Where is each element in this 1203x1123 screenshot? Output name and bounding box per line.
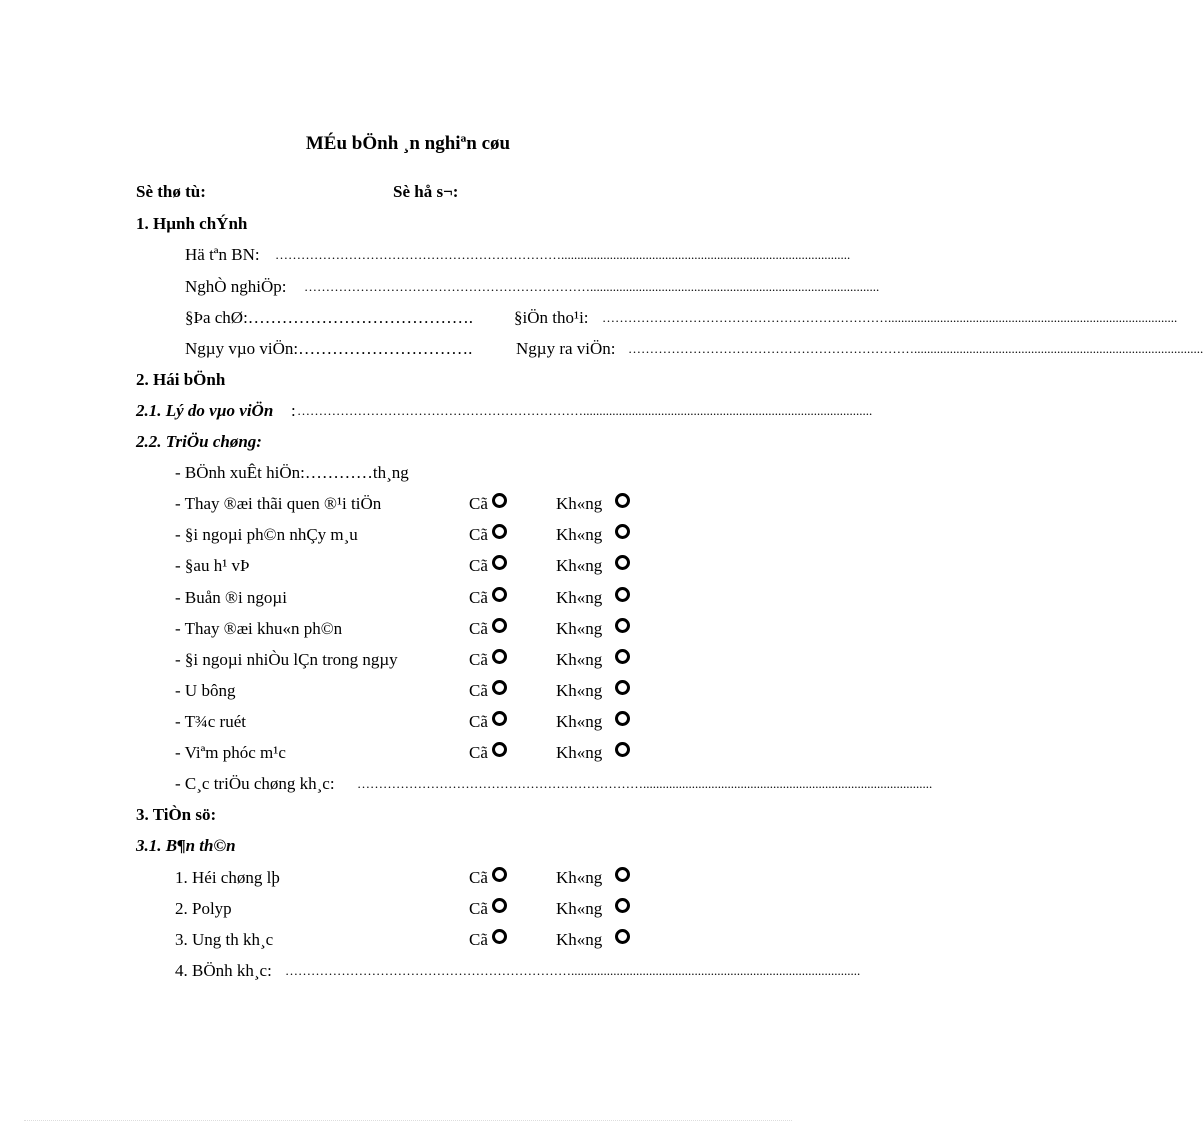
personal-history-heading: 3.1. B¶n th©n — [136, 836, 236, 855]
yes-label: Cã — [469, 743, 488, 762]
radio-circle-icon[interactable] — [492, 867, 507, 882]
symptom-label: - §au h¹ vÞ — [175, 556, 250, 575]
file-number-label: Sè hå s¬: — [393, 182, 459, 201]
symptom-label: - Buån ®i ngoµi — [175, 588, 287, 607]
yes-label: Cã — [469, 930, 488, 949]
yes-option[interactable] — [469, 554, 507, 578]
radio-circle-icon[interactable] — [492, 742, 507, 757]
history-item: 3. Ung th kh¸c — [175, 930, 274, 949]
no-label: Kh«ng — [556, 494, 603, 513]
yes-label: Cã — [469, 681, 488, 700]
section-2-heading: 2. Hái bÖnh — [136, 370, 226, 389]
radio-circle-icon[interactable] — [615, 742, 630, 757]
reason-heading: 2.1. Lý do vµo viÖn — [136, 401, 274, 420]
no-option[interactable] — [556, 897, 630, 921]
no-label: Kh«ng — [556, 899, 603, 918]
section-3-heading: 3. TiÒn sö: — [136, 805, 217, 824]
no-option[interactable] — [556, 710, 630, 734]
no-label: Kh«ng — [556, 868, 603, 887]
reason-colon: : — [291, 401, 296, 420]
yes-option[interactable] — [469, 586, 507, 610]
radio-circle-icon[interactable] — [615, 711, 630, 726]
yes-label: Cã — [469, 899, 488, 918]
no-option[interactable] — [556, 492, 630, 516]
no-option[interactable] — [556, 741, 630, 765]
radio-circle-icon[interactable] — [615, 524, 630, 539]
yes-label: Cã — [469, 868, 488, 887]
symptom-label: - Thay ®æi thãi quen ®¹i tiÖn — [175, 494, 382, 513]
job-field[interactable]: …………………………………………………………......................................................................................... — [304, 279, 880, 294]
yes-label: Cã — [469, 494, 488, 513]
yes-option[interactable] — [469, 710, 507, 734]
radio-circle-icon[interactable] — [492, 898, 507, 913]
radio-circle-icon[interactable] — [615, 493, 630, 508]
no-option[interactable] — [556, 648, 630, 672]
job-label: NghÒ nghiÖp: — [185, 277, 287, 296]
patient-name-field[interactable]: …………………………………………………………......................................................................................... — [275, 247, 851, 262]
radio-circle-icon[interactable] — [492, 587, 507, 602]
radio-circle-icon[interactable] — [615, 587, 630, 602]
no-option[interactable] — [556, 523, 630, 547]
other-symptoms-field[interactable]: …………………………………………………………......................................................................................... — [357, 776, 933, 791]
no-label: Kh«ng — [556, 930, 603, 949]
no-label: Kh«ng — [556, 556, 603, 575]
page-bottom-rule — [24, 1120, 792, 1121]
yes-label: Cã — [469, 619, 488, 638]
yes-option[interactable] — [469, 523, 507, 547]
radio-circle-icon[interactable] — [492, 524, 507, 539]
reason-field[interactable]: …………………………………………………………......................................................................................... — [297, 403, 873, 418]
symptom-label: - Viªm phóc m¹c — [175, 743, 286, 762]
phone-label: §iÖn tho¹i: — [514, 308, 589, 327]
yes-option[interactable] — [469, 648, 507, 672]
yes-option[interactable] — [469, 741, 507, 765]
yes-label: Cã — [469, 588, 488, 607]
phone-field[interactable]: …………………………………………………………......................................................................................... — [602, 310, 1178, 325]
address-label: §Þa chØ:…………………………………. — [185, 308, 474, 327]
yes-option[interactable] — [469, 492, 507, 516]
discharge-date-label: Ngµy ra viÖn: — [516, 339, 616, 358]
radio-circle-icon[interactable] — [615, 649, 630, 664]
admission-date-label: Ngµy vµo viÖn:…………………………. — [185, 339, 473, 358]
symptom-label: - T¾c ruét — [175, 712, 246, 731]
radio-circle-icon[interactable] — [492, 711, 507, 726]
onset-field[interactable]: - BÖnh xuÊt hiÖn:…………th¸ng — [175, 463, 409, 482]
symptoms-heading: 2.2. TriÖu chøng: — [136, 432, 262, 451]
other-symptoms-label: - C¸c triÖu chøng kh¸c: — [175, 774, 335, 793]
radio-circle-icon[interactable] — [615, 929, 630, 944]
no-label: Kh«ng — [556, 525, 603, 544]
record-number-label: Sè thø tù: — [136, 182, 206, 201]
no-option[interactable] — [556, 617, 630, 641]
radio-circle-icon[interactable] — [492, 649, 507, 664]
yes-option[interactable] — [469, 679, 507, 703]
no-option[interactable] — [556, 679, 630, 703]
discharge-date-field[interactable]: …………………………………………………………......................................................................................... — [628, 341, 1203, 356]
radio-circle-icon[interactable] — [615, 680, 630, 695]
no-label: Kh«ng — [556, 588, 603, 607]
no-option[interactable] — [556, 866, 630, 890]
no-option[interactable] — [556, 554, 630, 578]
other-disease-label: 4. BÖnh kh¸c: — [175, 961, 272, 980]
no-label: Kh«ng — [556, 712, 603, 731]
yes-option[interactable] — [469, 928, 507, 952]
radio-circle-icon[interactable] — [492, 555, 507, 570]
page-title: MÉu bÖnh ¸n nghiªn cøu — [305, 133, 511, 154]
section-1-heading: 1. Hµnh chÝnh — [136, 214, 248, 233]
history-item: 2. Polyp — [175, 899, 232, 918]
yes-label: Cã — [469, 556, 488, 575]
yes-label: Cã — [469, 525, 488, 544]
no-option[interactable] — [556, 586, 630, 610]
symptom-label: - U bông — [175, 681, 236, 700]
symptom-label: - §i ngoµi ph©n nhÇy m¸u — [175, 525, 358, 544]
history-item: 1. Héi chøng lþ — [175, 868, 280, 887]
yes-label: Cã — [469, 712, 488, 731]
radio-circle-icon[interactable] — [492, 618, 507, 633]
symptom-label: - §i ngoµi nhiÒu lÇn trong ngµy — [175, 650, 398, 669]
no-option[interactable] — [556, 928, 630, 952]
radio-circle-icon[interactable] — [615, 555, 630, 570]
radio-circle-icon[interactable] — [492, 493, 507, 508]
no-label: Kh«ng — [556, 619, 603, 638]
radio-circle-icon[interactable] — [492, 680, 507, 695]
radio-circle-icon[interactable] — [615, 618, 630, 633]
patient-name-label: Hä tªn BN: — [185, 245, 260, 264]
yes-option[interactable] — [469, 617, 507, 641]
no-label: Kh«ng — [556, 743, 603, 762]
radio-circle-icon[interactable] — [492, 929, 507, 944]
no-label: Kh«ng — [556, 650, 603, 669]
other-disease-field[interactable]: …………………………………………………………......................................................................................... — [285, 963, 861, 978]
no-label: Kh«ng — [556, 681, 603, 700]
radio-circle-icon[interactable] — [615, 898, 630, 913]
yes-label: Cã — [469, 650, 488, 669]
symptom-label: - Thay ®æi khu«n ph©n — [175, 619, 343, 638]
radio-circle-icon[interactable] — [615, 867, 630, 882]
yes-option[interactable] — [469, 866, 507, 890]
yes-option[interactable] — [469, 897, 507, 921]
